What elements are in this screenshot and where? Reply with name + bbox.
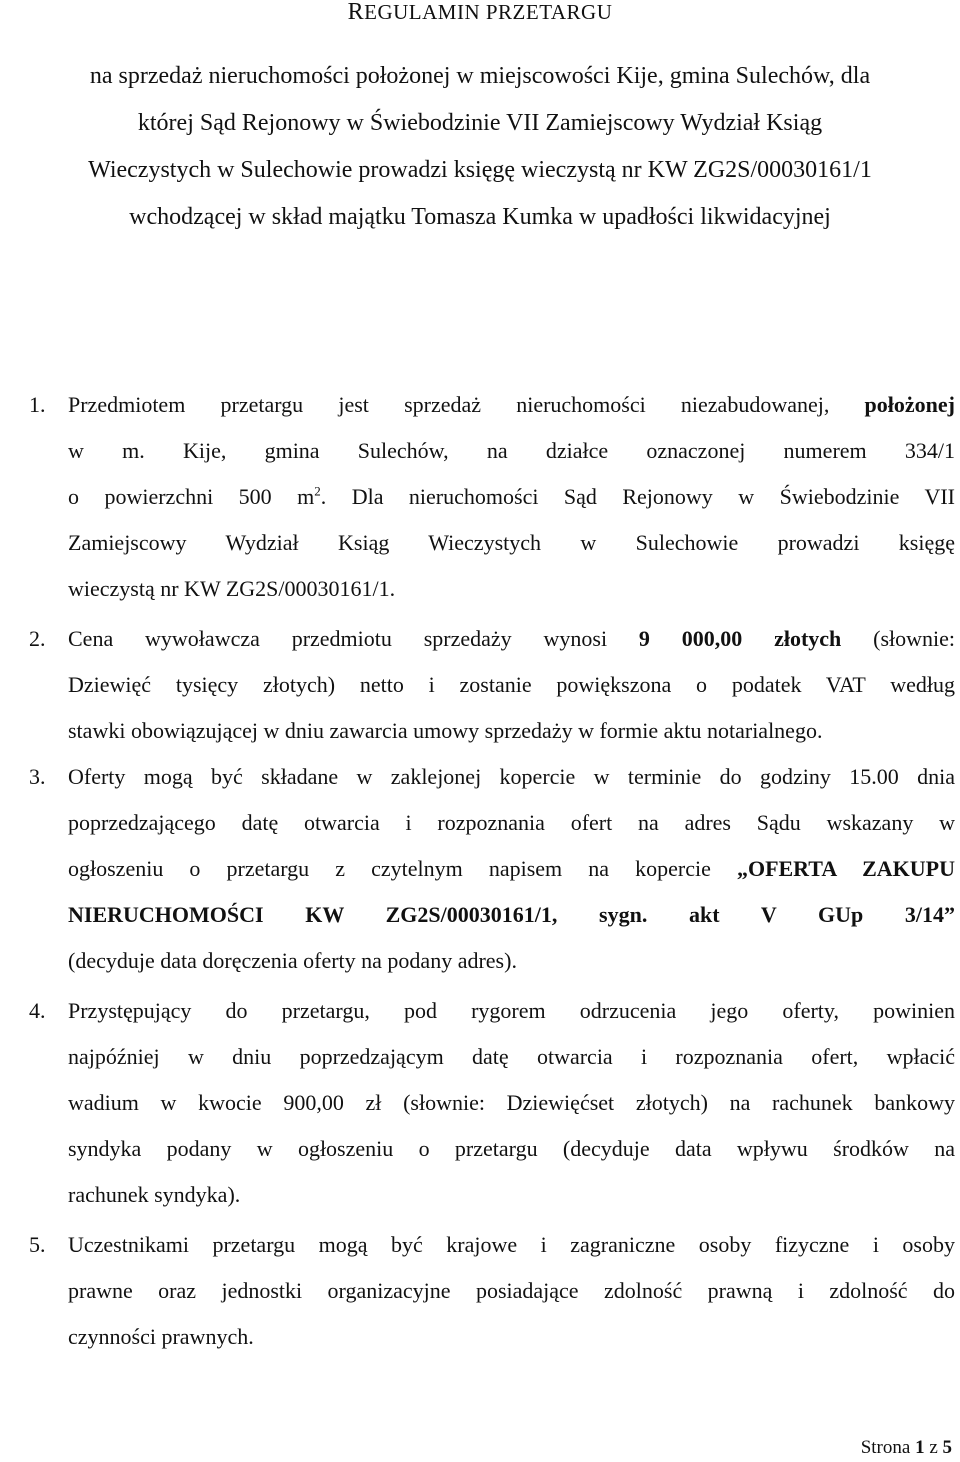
page-of: z (924, 1437, 943, 1458)
total-pages: 5 (942, 1437, 952, 1458)
item-line: czynności prawnych. (68, 1324, 254, 1349)
price-amount: 9 000,00 złotych (638, 626, 842, 651)
item-line: (decyduje data doręczenia oferty na podany adres). (68, 948, 517, 973)
subtitle-line: Wieczystych w Sulechowie prowadzi księgę wieczystą nr KW ZG2S/00030161/1 (88, 157, 872, 183)
item-number: 2. (29, 626, 46, 651)
item-line: Dziewięć tysięcy złotych) netto i zostanie powiększona o podatek VAT według (68, 672, 955, 697)
item-text: Przedmiotem przetargu jest sprzedaż nieruchomości niezabudowanej, (68, 392, 865, 417)
item-number: 1. (29, 392, 46, 417)
item-line: Przystępujący do przetargu, pod rygorem odrzucenia jego oferty, powinien (68, 998, 955, 1023)
item-line: stawki obowiązującej w dniu zawarcia umowy sprzedaży w formie aktu notarialnego. (68, 718, 823, 743)
envelope-label: „OFERTA ZAKUPU (736, 856, 955, 881)
subtitle-line: wchodzącej w skład majątku Tomasza Kumka w upadłości likwidacyjnej (129, 204, 831, 230)
item-text: (słownie: (841, 626, 955, 651)
item-text: Cena wywoławcza przedmiotu sprzedaży wynosi (68, 626, 639, 651)
item-line (68, 382, 955, 428)
document-title (0, 0, 960, 24)
item-number: 5. (29, 1232, 46, 1257)
item-text-bold: położonej (864, 392, 955, 417)
item-line: rachunek syndyka). (68, 1182, 241, 1207)
superscript: 2 (314, 483, 321, 499)
item-line (68, 846, 955, 892)
subtitle-line: na sprzedaż nieruchomości położonej w miejscowości Kije, gmina Sulechów, dla (89, 63, 871, 89)
envelope-label-line: NIERUCHOMOŚCI KW ZG2S/00030161/1, sygn. akt V GUp 3/14” (68, 902, 955, 927)
title-rest: EGULAMIN PRZETARGU (364, 0, 613, 24)
item-line: poprzedzającego datę otwarcia i rozpoznania ofert na adres Sądu wskazany w (68, 810, 955, 835)
item-number: 3. (29, 764, 46, 789)
item-line: wieczystą nr KW ZG2S/00030161/1. (68, 576, 396, 601)
item-line: najpóźniej w dniu poprzedzającym datę otwarcia i rozpoznania ofert, wpłacić (68, 1044, 955, 1069)
item-text: ogłoszeniu o przetargu z czytelnym napisem na kopercie (68, 856, 737, 881)
page-number (861, 1437, 952, 1459)
item-line (68, 616, 955, 662)
item-line: wadium w kwocie 900,00 zł (słownie: Dziewięćset złotych) na rachunek bankowy (68, 1090, 955, 1115)
item-line: Zamiejscowy Wydział Ksiąg Wieczystych w Sulechowie prowadzi księgę (68, 530, 955, 555)
current-page: 1 (915, 1437, 925, 1458)
document-subtitle (0, 53, 960, 241)
item-text: . Dla nieruchomości Sąd Rejonowy w Świebodzinie VII (320, 484, 955, 509)
item-line (68, 474, 955, 520)
item-line: Oferty mogą być składane w zaklejonej kopercie w terminie do godziny 15.00 dnia (68, 764, 955, 789)
item-number: 4. (29, 998, 46, 1023)
title-initial: R (347, 0, 365, 25)
item-line: w m. Kije, gmina Sulechów, na działce oznaczonej numerem 334/1 (68, 438, 955, 463)
subtitle-line: której Sąd Rejonowy w Świebodzinie VII Zamiejscowy Wydział Ksiąg (137, 110, 823, 136)
item-line: syndyka podany w ogłoszeniu o przetargu (decyduje data wpływu środków na (68, 1136, 955, 1161)
page-label: Strona (860, 1437, 916, 1458)
item-text: o powierzchni 500 m (68, 484, 315, 509)
item-line: Uczestnikami przetargu mogą być krajowe i zagraniczne osoby fizyczne i osoby (68, 1232, 955, 1257)
item-line: prawne oraz jednostki organizacyjne posiadające zdolność prawną i zdolność do (68, 1278, 955, 1303)
